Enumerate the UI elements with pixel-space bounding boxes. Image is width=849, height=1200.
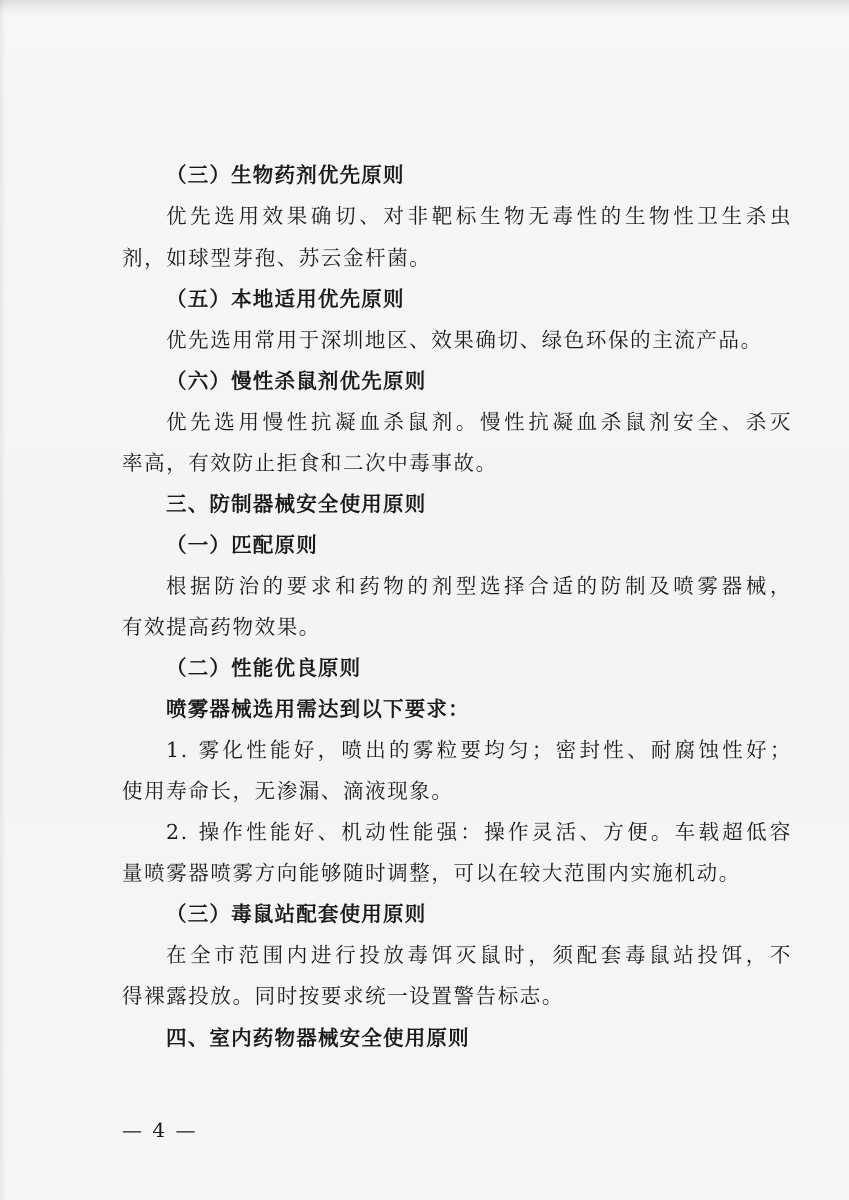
- scan-shadow-left: [0, 0, 6, 1200]
- paragraph-line: 优先选用常用于深圳地区、效果确切、绿色环保的主流产品。: [166, 328, 763, 352]
- heading-chronic-rodenticide: （六）慢性杀鼠剂优先原则: [166, 369, 427, 393]
- scan-shadow-top: [0, 0, 849, 14]
- paragraph-line: 在全市范围内进行投放毒饵灭鼠时，须配套毒鼠站投饵，不: [166, 943, 792, 967]
- list-item: 2. 操作性能好、机动性能强：操作灵活、方便。车载超低容: [166, 820, 792, 844]
- paragraph-line: 使用寿命长，无渗漏、滴液现象。: [122, 779, 454, 803]
- heading-bait-station: （三）毒鼠站配套使用原则: [166, 902, 427, 926]
- page-number: — 4 —: [122, 1118, 198, 1142]
- paragraph-line: 有效提高药物效果。: [122, 615, 321, 639]
- paragraph-line: 优先选用慢性抗凝血杀鼠剂。慢性抗凝血杀鼠剂安全、杀灭: [166, 410, 792, 434]
- heading-biological-agents: （三）生物药剂优先原则: [166, 163, 405, 187]
- subheading-sprayer-requirements: 喷雾器械选用需达到以下要求：: [166, 697, 470, 721]
- paragraph-line: 根据防治的要求和药物的剂型选择合适的防制及喷雾器械，: [166, 574, 792, 598]
- list-item: 1. 雾化性能好，喷出的雾粒要均匀；密封性、耐腐蚀性好；: [166, 738, 792, 762]
- section-heading-equipment: 三、防制器械安全使用原则: [166, 492, 427, 516]
- paragraph-line: 率高，有效防止拒食和二次中毒事故。: [122, 451, 498, 475]
- paragraph-line: 剂，如球型芽孢、苏云金杆菌。: [122, 246, 432, 270]
- heading-performance: （二）性能优良原则: [166, 656, 362, 680]
- heading-matching: （一）匹配原则: [166, 533, 318, 557]
- paragraph-line: 优先选用效果确切、对非靶标生物无毒性的生物性卫生杀虫: [166, 204, 792, 228]
- section-heading-indoor: 四、室内药物器械安全使用原则: [166, 1026, 470, 1050]
- paragraph-line: 得裸露投放。同时按要求统一设置警告标志。: [122, 984, 564, 1008]
- paragraph-line: 量喷雾器喷雾方向能够随时调整，可以在较大范围内实施机动。: [122, 861, 741, 885]
- heading-local-applicability: （五）本地适用优先原则: [166, 287, 405, 311]
